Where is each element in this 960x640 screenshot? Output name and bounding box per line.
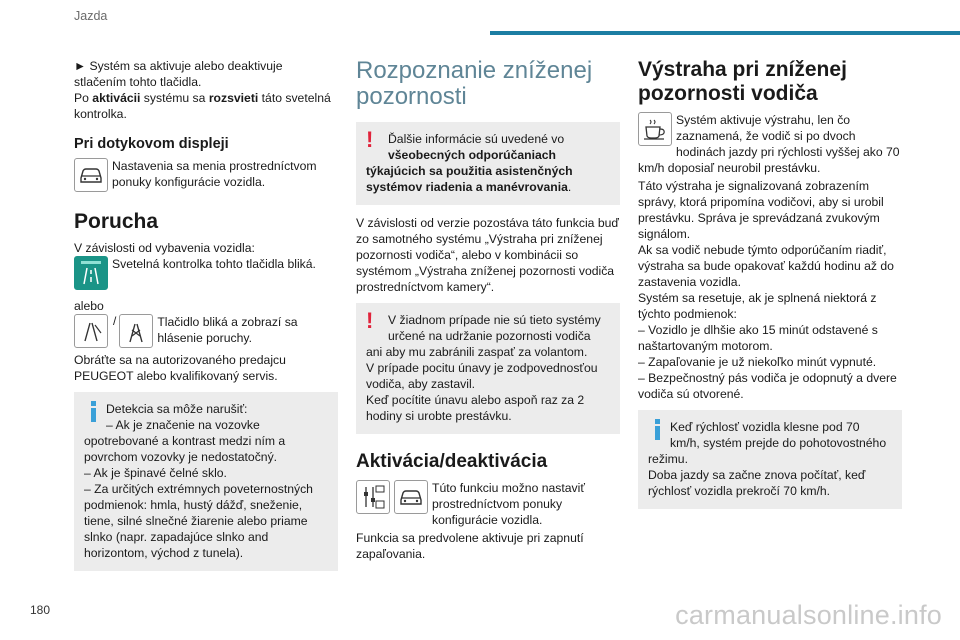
section-header: Jazda bbox=[74, 9, 108, 23]
page-number: 180 bbox=[30, 603, 51, 617]
warning-icon: ! bbox=[366, 127, 374, 152]
list-item: – Vozidlo je dlhšie ako 15 minút odstavené s naštartovaným motorom. bbox=[638, 323, 878, 353]
paragraph: Svetelná kontrolka tohto tlačidla bliká. bbox=[112, 257, 316, 271]
column-3 bbox=[638, 58, 902, 519]
info-box bbox=[74, 392, 338, 571]
separator: / bbox=[113, 314, 117, 328]
paragraph: Táto výstraha je signalizovaná zobrazením správy, ktorá pripomína vodičovi, aby si urobil prestávku. Správa je sprevádzaná zvukovým signálom. bbox=[638, 179, 884, 241]
warning-text: V žiadnom prípade nie sú tieto systémy určené na udržanie pozornosti vodiča ani aby mu zabránili zaspať za volantom. bbox=[366, 313, 601, 359]
list-item: – Zapaľovanie je už niekoľko minút vypnuté. bbox=[638, 355, 877, 369]
paragraph: Ak sa vodič nebude týmto odporúčaním riadiť, výstraha sa bude opakovať každú hodinu až do zastavenia vozidla. bbox=[638, 243, 894, 289]
info-text: – Ak je značenie na vozovke opotrebované a kontrast medzi ním a povrchom vozovky je nedostatočný. bbox=[84, 418, 286, 464]
heading-activation: Aktivácia/deaktivácia bbox=[356, 451, 548, 472]
warning-box bbox=[356, 303, 620, 434]
header-accent-bar bbox=[490, 31, 960, 35]
lane-keeping-button-icon bbox=[74, 256, 108, 290]
warning-text: Keď pocítite únavu alebo aspoň raz za 2 hodiny si urobte prestávku. bbox=[366, 393, 585, 423]
car-settings-icon bbox=[74, 158, 108, 192]
section-title: Výstraha pri zníženej pozornosti vodiča bbox=[638, 58, 847, 105]
paragraph: Obráťte sa na autorizovaného predajcu PEUGEOT alebo kvalifikovaný servis. bbox=[74, 353, 286, 383]
car-settings-icon bbox=[394, 480, 428, 514]
paragraph: Systém aktivuje výstrahu, len čo zaznamená, že vodič si po dvoch hodinách jazdy pri rýchlosti vyššej ako 70 km/h doposiaľ neurobil prestávku. bbox=[638, 113, 900, 175]
settings-menu-icon bbox=[356, 480, 390, 514]
paragraph: Nastavenia sa menia prostredníctvom ponuky konfigurácie vozidla. bbox=[112, 159, 317, 189]
paragraph: V závislosti od verzie pozostáva táto funkcia buď zo samotného systému „Výstraha pri zníženej pozornosti vodiča“, alebo v kombinácii so systémom „Výstraha zníženej pozornosti vodiča prostredníctvom kamery“. bbox=[356, 216, 619, 294]
info-text: Doba jazdy sa začne znova počítať, keď rýchlosť vozidla prekročí 70 km/h. bbox=[648, 468, 866, 498]
lane-warning-icon bbox=[74, 314, 108, 348]
info-text: Detekcia sa môže narušiť: bbox=[106, 402, 248, 416]
paragraph: Túto funkciu možno nastaviť prostredníctvom ponuky konfigurácie vozidla. bbox=[432, 481, 585, 527]
paragraph: Systém sa resetuje, ak je splnená niektorá z týchto podmienok: bbox=[638, 291, 877, 321]
warning-box bbox=[356, 122, 620, 205]
column-2 bbox=[356, 58, 620, 562]
warning-text: V prípade pocitu únavy je zodpovednosťou vodiča, aby zastavil. bbox=[366, 361, 598, 391]
info-text: – Za určitých extrémnych poveternostných podmienok: hmla, hustý dážď, sneženie, tiene, silné slnečné žiarenie alebo priame slnko (napr. zapadajúce slnko and horizontom, východ z tunela). bbox=[84, 482, 313, 560]
paragraph: Po aktivácii systému sa rozsvieti táto svetelná kontrolka. bbox=[74, 91, 331, 121]
warning-text: Ďalšie informácie sú uvedené vo všeobecných odporúčaniach týkajúcich sa použitia asistenčných systémov riadenia a manévrovania. bbox=[366, 132, 573, 194]
watermark: carmanualsonline.info bbox=[675, 600, 942, 630]
info-box bbox=[638, 410, 902, 509]
paragraph: V závislosti od vybavenia vozidla: bbox=[74, 241, 255, 255]
paragraph: alebo bbox=[74, 299, 104, 313]
info-icon bbox=[84, 401, 102, 422]
lane-fault-icon bbox=[119, 314, 153, 348]
warning-icon: ! bbox=[366, 308, 374, 333]
paragraph: ► Systém sa aktivuje alebo deaktivuje stlačením tohto tlačidla. bbox=[74, 59, 283, 89]
section-title: Rozpoznanie zníženej pozornosti bbox=[356, 57, 593, 110]
subheading-touch-screen: Pri dotykovom displeji bbox=[74, 136, 229, 152]
info-text: – Ak je špinavé čelné sklo. bbox=[84, 466, 227, 480]
paragraph: Tlačidlo bliká a zobrazí sa hlásenie poruchy. bbox=[157, 315, 298, 345]
info-text: Keď rýchlosť vozidla klesne pod 70 km/h, systém prejde do pohotovostného režimu. bbox=[648, 420, 887, 466]
column-1 bbox=[74, 58, 338, 581]
coffee-cup-icon bbox=[638, 112, 672, 146]
list-item: – Bezpečnostný pás vodiča je odopnutý a dvere vodiča sú otvorené. bbox=[638, 371, 897, 401]
heading-fault: Porucha bbox=[74, 210, 159, 233]
paragraph: Funkcia sa predvolene aktivuje pri zapnutí zapaľovania. bbox=[356, 531, 584, 561]
info-icon bbox=[648, 419, 666, 440]
